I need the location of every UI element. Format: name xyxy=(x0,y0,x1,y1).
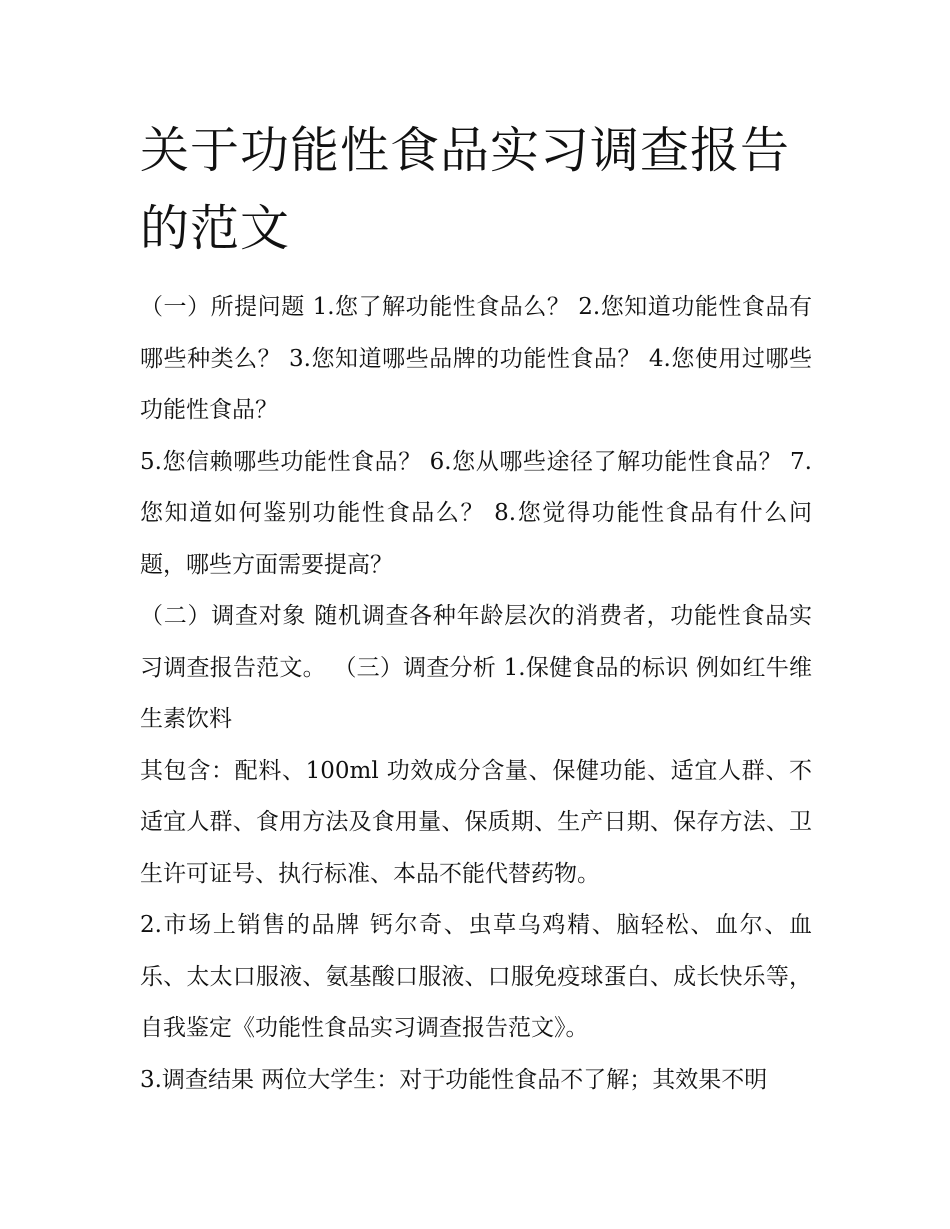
paragraph-survey-subjects: （二）调查对象 随机调查各种年龄层次的消费者，功能性食品实习调查报告范文。 （三）调查分析 1.保健食品的标识 例如红牛维生素饮料 xyxy=(140,603,812,732)
paragraph-results: 3.调查结果 两位大学生：对于功能性食品不了解；其效果不明 xyxy=(140,1066,768,1093)
paragraph-brands: 2.市场上销售的品牌 钙尔奇、虫草乌鸡精、脑轻松、血尔、血乐、太太口服液、氨基酸口服液、口服免疫球蛋白、成长快乐等，自我鉴定《功能性食品实习调查报告范文》。 xyxy=(140,912,812,1041)
paragraph-questions-2: 5.您信赖哪些功能性食品？ 6.您从哪些途径了解功能性食品？ 7.您知道如何鉴别功能性食品么？ 8.您觉得功能性食品有什么问题，哪些方面需要提高？ xyxy=(140,448,812,578)
paragraph-label-contents: 其包含：配料、100ml 功效成分含量、保健功能、适宜人群、不适宜人群、食用方法及食用量、保质期、生产日期、保存方法、卫生许可证号、执行标准、本品不能代替药物。 xyxy=(140,757,812,887)
paragraph-questions-1: （一）所提问题 1.您了解功能性食品么？ 2.您知道功能性食品有哪些种类么？ 3.您知道哪些品牌的功能性食品？ 4.您使用过哪些功能性食品？ xyxy=(140,294,812,423)
document-page xyxy=(140,112,812,1106)
document-title: 关于功能性食品实习调查报告的范文 xyxy=(140,122,791,257)
